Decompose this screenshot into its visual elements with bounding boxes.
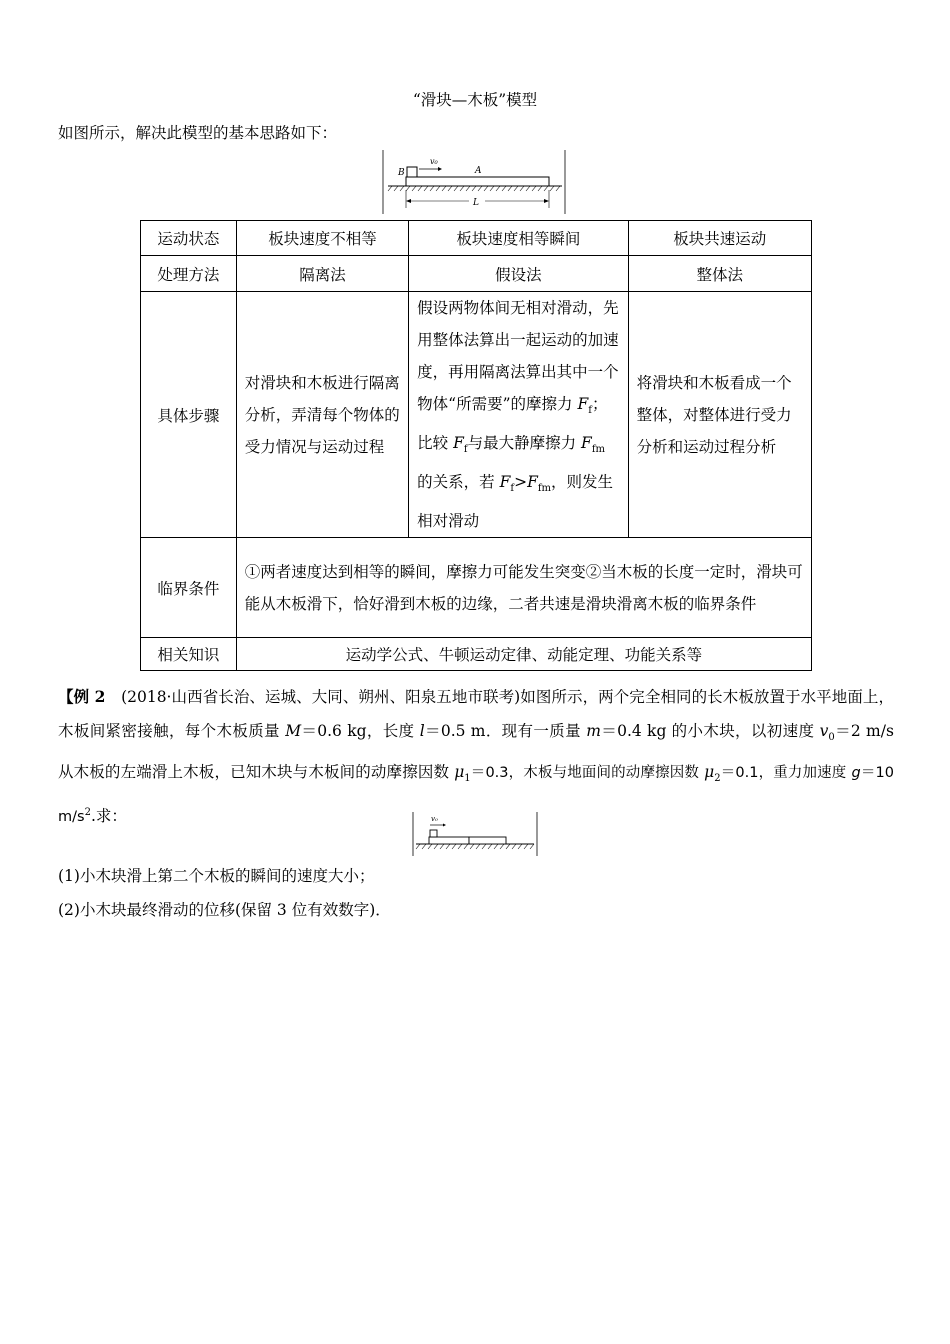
subscript-1: 1 (464, 773, 471, 785)
row-header: 处理方法 (141, 256, 237, 292)
symbol-M: M (285, 722, 302, 740)
symbol-F: F (577, 395, 589, 413)
table-row (141, 221, 812, 256)
symbol-F: F (453, 434, 464, 453)
text-fragment: 的关系，若 (417, 473, 495, 492)
label-A: A (475, 166, 482, 176)
intro-text: 如图所示，解决此模型的基本思路如下： (58, 124, 338, 142)
symbol-g: g (851, 765, 861, 782)
example-text: ＝0.3，木板与地面间的动摩擦因数 (470, 765, 700, 782)
page-title: “滑块—木板”模型 (412, 91, 538, 109)
table-cell: 将滑块和木板看成一个整体，对整体进行受力分析和运动过程分析 (628, 292, 811, 538)
table-cell: 对滑块和木板进行隔离分析，弄清每个物体的受力情况与运动过程 (236, 292, 408, 538)
example-text: ＝2 m/s 从木板的左端滑上木板，已知木块与木板间的动摩擦因数 (58, 722, 894, 782)
symbol-mu: μ (704, 763, 715, 782)
subscript-f: f (588, 405, 592, 417)
label-v0: v₀ (431, 815, 438, 823)
table-cell: 板块共速运动 (628, 221, 811, 256)
example-label: 【例 2 (58, 687, 106, 706)
symbol-v: v (819, 722, 829, 740)
table-cell: 板块速度相等瞬间 (409, 221, 628, 256)
example-text: .求： (90, 807, 127, 826)
question-2: (2)小木块最终滑动的位移(保留 3 位有效数字)． (58, 901, 391, 919)
text-fragment: ，则发生相对滑动 (417, 473, 614, 531)
label-v0: v₀ (430, 157, 438, 166)
table-row (141, 638, 812, 671)
table-row (141, 292, 812, 538)
example-text: ＝0.5 m．现有一质量 (424, 722, 581, 740)
table-cell: 板块速度不相等 (236, 221, 408, 256)
symbol-F: F (527, 473, 538, 492)
greater-than: > (514, 473, 528, 492)
symbol-m: m (586, 722, 601, 740)
label-L: L (473, 198, 479, 208)
text-fragment: 与最大静摩擦力 (467, 434, 577, 453)
table-cell: 整体法 (628, 256, 811, 292)
subscript-f: f (463, 444, 468, 456)
subscript-f: f (510, 483, 515, 495)
subscript-0: 0 (828, 732, 835, 744)
example-text: ＝0.4 kg 的小木块，以初速度 (600, 722, 815, 740)
table-cell: 隔离法 (236, 256, 408, 292)
table-cell-assumption (409, 292, 628, 538)
symbol-l: l (419, 722, 425, 740)
two-boards-figure (412, 812, 540, 856)
text-fragment: 假设两物体间无相对滑动，先用整体法算出一起运动的加速度，再用隔离法算出其中一个物体“所需要”的摩擦力 (417, 299, 619, 413)
row-header: 相关知识 (141, 638, 237, 671)
subscript-fm: fm (591, 444, 605, 456)
text-fragment: ；比较 (417, 395, 608, 453)
symbol-F: F (581, 434, 592, 453)
slider-board-figure (382, 150, 568, 214)
example-text: ＝10 m/s (58, 765, 894, 826)
subscript-2: 2 (714, 773, 721, 785)
table-cell: 运动学公式、牛顿运动定律、动能定理、功能关系等 (236, 638, 811, 671)
row-header: 具体步骤 (141, 292, 237, 538)
model-table (140, 220, 812, 671)
superscript-2: 2 (84, 807, 91, 819)
symbol-mu: μ (454, 763, 465, 782)
subscript-fm: fm (537, 483, 552, 495)
example-text: ＝0.6 kg，长度 (301, 722, 415, 740)
label-B: B (398, 168, 405, 178)
table-cell: 假设法 (409, 256, 628, 292)
table-row (141, 538, 812, 638)
example-text: ＝0.1，重力加速度 (720, 765, 847, 782)
symbol-F: F (499, 473, 511, 492)
example-text: (2018·山西省长治、运城、大同、朔州、阳泉五地市联考)如图所示，两个完全相同的长木板放置于水平地面上，木板间紧密接触，每个木板质量 (58, 688, 894, 740)
table-cell: ①两者速度达到相等的瞬间，摩擦力可能发生突变②当木板的长度一定时，滑块可能从木板滑下，恰好滑到木板的边缘，二者共速是滑块滑离木板的临界条件 (236, 538, 811, 638)
row-header: 临界条件 (141, 538, 237, 638)
table-row (141, 256, 812, 292)
question-1: (1)小木块滑上第二个木板的瞬间的速度大小； (58, 867, 375, 885)
row-header: 运动状态 (141, 221, 237, 256)
